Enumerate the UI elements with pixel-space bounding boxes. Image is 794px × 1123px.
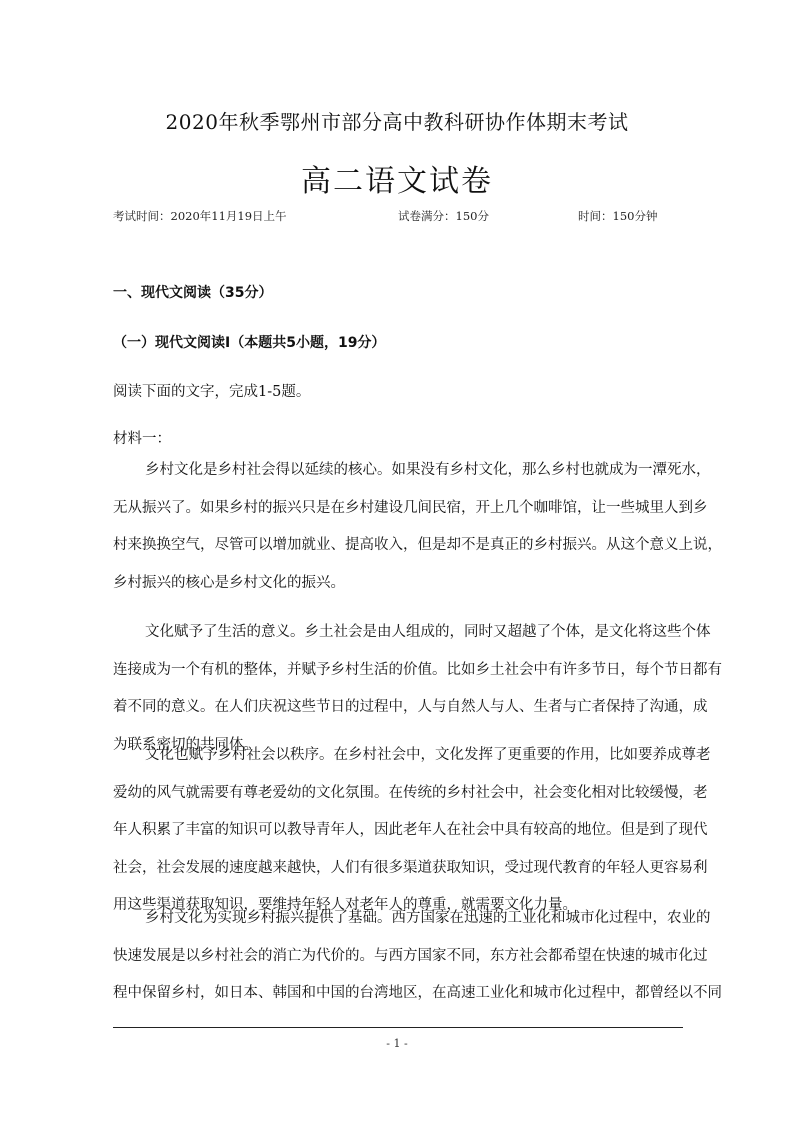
paragraph-line: 程中保留乡村，如日本、韩国和中国的台湾地区，在高速工业化和城市化过程中，都曾经以不同: [113, 985, 722, 1001]
paragraph-line: 乡村振兴的核心是乡村文化的振兴。: [113, 574, 345, 591]
paragraph-1: [113, 461, 722, 611]
paragraph-line: 年人积累了丰富的知识可以教导青年人，因此老年人在社会中具有较高的地位。但是到了现代: [113, 822, 708, 838]
paragraph-line: 村来换换空气，尽管可以增加就业、提高收入，但是却不是真正的乡村振兴。从这个意义上说，: [113, 537, 722, 553]
footer-divider: [113, 1027, 683, 1028]
paragraph-line: 文化也赋予乡村社会以秩序。在乡村社会中，文化发挥了更重要的作用，比如要养成尊老: [145, 747, 711, 763]
exam-info-row: [113, 208, 681, 226]
reading-instruction: 阅读下面的文字，完成1-5题。: [113, 384, 311, 400]
full-score: 试卷满分：150分: [398, 209, 489, 223]
paragraph-line: 快速发展是以乡村社会的消亡为代价的。与西方国家不同，东方社会都希望在快速的城市化过: [113, 947, 708, 964]
subsection-heading-reading-1: （一）现代文阅读Ⅰ（本题共5小题，19分）: [113, 335, 386, 351]
paragraph-line: 用这些渠道获取知识，要维持年轻人对老年人的尊重，就需要文化力量。: [113, 897, 577, 913]
paragraph-line: 文化赋予了生活的意义。乡土社会是由人组成的，同时又超越了个体，是文化将这些个体: [145, 624, 711, 640]
paragraph-line: 乡村文化为实现乡村振兴提供了基础。西方国家在迅速的工业化和城市化过程中，农业的: [145, 910, 711, 926]
paragraph-4: [113, 909, 722, 1022]
exam-title: 2020年秋季鄂州市部分高中教科研协作体期末考试: [165, 110, 629, 134]
section-heading-modern-reading: 一、现代文阅读（35分）: [113, 285, 273, 301]
paragraph-line: 爱幼的风气就需要有尊老爱幼的文化氛围。在传统的乡村社会中，社会变化相对比较缓慢，老: [113, 784, 708, 801]
page-number: - 1 -: [386, 1037, 408, 1050]
paragraph-line: 社会，社会发展的速度越来越快，人们有很多渠道获取知识，受过现代教育的年轻人更容易利: [113, 859, 708, 876]
material-label: 材料一：: [113, 431, 171, 447]
exam-subtitle: 高二语文试卷: [301, 164, 493, 199]
paragraph-line: 连接成为一个有机的整体，并赋予乡村生活的价值。比如乡土社会中有许多节日，每个节日都有: [113, 661, 722, 678]
paragraph-line: 着不同的意义。在人们庆祝这些节日的过程中，人与自然人与人、生者与亡者保持了沟通，成: [113, 699, 708, 715]
paragraph-line: 乡村文化是乡村社会得以延续的核心。如果没有乡村文化，那么乡村也就成为一潭死水，: [145, 462, 711, 478]
paragraph-line: 为联系密切的共同体。: [113, 736, 258, 753]
exam-time: 考试时间：2020年11月19日上午: [113, 209, 287, 223]
paragraph-3: [113, 746, 711, 934]
paragraph-line: 无从振兴了。如果乡村的振兴只是在乡村建设几间民宿，开上几个咖啡馆，让一些城里人到乡: [113, 499, 708, 516]
exam-duration: 时间：150分钟: [578, 209, 658, 223]
